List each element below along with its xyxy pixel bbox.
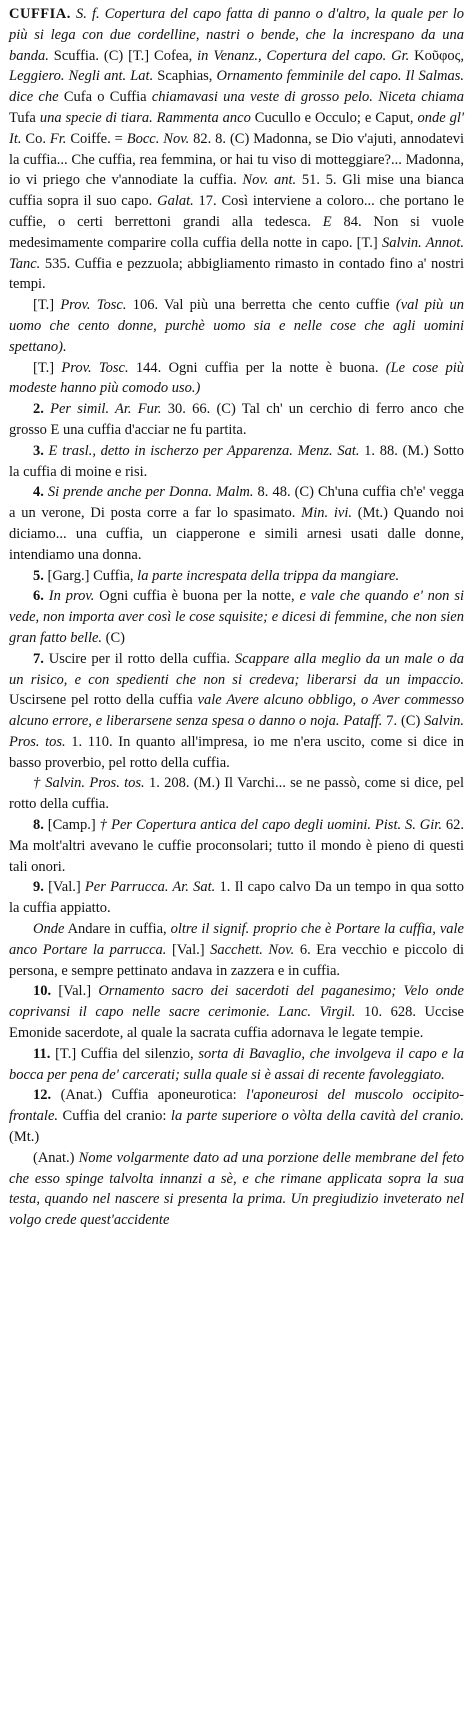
- citation-text: 84. Non si vuole medesimamente comparire colla cuffia della notte in capo. [T.]: [9, 213, 464, 251]
- gender-label: S. f.: [70, 6, 100, 22]
- sense-text: (C): [102, 629, 126, 646]
- sense-gloss: e vale che quando e' non si vede, non importa aver così le cose squisite; e dicesi di femmine, che non sien gran fatto belle.: [9, 588, 464, 646]
- sense-text: Uscirsene pel rotto della cuffia: [9, 692, 198, 709]
- sense-gloss: l'aponeurosi del muscolo occipito-frontale.: [9, 1087, 464, 1125]
- sense-gloss: sorta di Bavaglio, che involgeva il capo e la bocca per pena de' carcerati; sulla quale si è assai di recente favoleggiato.: [9, 1045, 464, 1083]
- sense-gloss: la parte superiore o vòlta della cavità del cranio.: [170, 1108, 464, 1125]
- sense-text: 10. 628. Uccise Emonide sacerdote, al quale la sacrata cuffia adornava le legate tempie.: [9, 1004, 464, 1042]
- proverb-paragraph: [9, 358, 464, 400]
- sense-text: 1. 208. (M.) Il Varchi... se ne passò, come si dice, pel rotto della cuffia.: [9, 775, 464, 813]
- sense-paragraph: [9, 877, 464, 919]
- sense-number: 4.: [33, 484, 44, 501]
- etymology-text: Scaphias,: [157, 68, 217, 85]
- sense-number: 8.: [33, 817, 44, 834]
- citation-text: 17. Così interviene a coloro... che portano le cuffie, o certi berrettoni grandi alla tedesca.: [9, 193, 464, 230]
- sense-tag: [Garg.]: [43, 567, 94, 584]
- sense-gloss: la parte increspata della trippa da mangiare.: [137, 567, 400, 584]
- sense-paragraph: [9, 919, 464, 981]
- citation-text: 82. 8. (C) Madonna, se Dio v'ajuti, annodatevi la cuffia... Che cuffia, rea femmina, or hai tu viso di motteggiare?... Madonna, io vi priego che v'annodiate la cuffia.: [9, 130, 464, 189]
- proverb-paragraph: [9, 295, 464, 357]
- etymology-text: onde gl' It.: [9, 109, 464, 147]
- etymology-text: Cucullo e Occulo; e Caput,: [254, 109, 418, 126]
- sense-paragraph: [9, 1148, 464, 1231]
- sense-tag: [Val.]: [43, 879, 85, 896]
- proverb-tag: [T.]: [33, 359, 62, 376]
- citation-source: Prov. Tosc.: [61, 359, 129, 376]
- proverb-text: 144. Ogni cuffia per la notte è buona.: [128, 359, 386, 376]
- citation-text: 51. 5. Gli mise una bianca cuffia sopra il suo capo.: [9, 172, 464, 210]
- sense-tag: (Anat.): [33, 1149, 79, 1166]
- sense-paragraph: [9, 566, 464, 587]
- proverb-gloss: (Le cose più modeste hanno più comodo uso.): [9, 359, 464, 397]
- sense-lead: Ornamento sacro dei sacerdoti del paganesimo; Velo onde coprivansi il capo nelle sacre cerimonie. Lanc. Virgil.: [9, 983, 464, 1021]
- citation-source: Salvin. Annot. Tanc.: [9, 234, 464, 272]
- sense-tag: [T.]: [50, 1045, 81, 1062]
- sense-number: 3.: [33, 442, 44, 459]
- sense-number: 11.: [33, 1045, 51, 1062]
- sense-paragraph: [9, 441, 464, 483]
- citation-text: 535. Cuffia e pezzuola; abbigliamento rimasto in contado fino a' nostri tempi.: [9, 255, 464, 293]
- sense-number: 2.: [33, 401, 44, 418]
- variants-text: Scuffia. (C) [T.] Cofea,: [48, 47, 198, 64]
- sense-text: (Mt.) Quando noi diciamo... una cuffia, un ciapperone e simili arnesi usati dalle donne, intendiamo una donna.: [9, 505, 464, 563]
- sense-paragraph: [9, 815, 464, 877]
- sense-text: 30. 66. (C) Tal ch' un cerchio di ferro anco che grosso E una cuffia d'acciar ne fu partita.: [9, 401, 464, 438]
- sense-paragraph: [9, 399, 464, 441]
- etymology-text: Ornamento femminile del capo. Il Salmas. dice che: [9, 68, 464, 106]
- sense-text: 1. 110. In quanto all'impresa, io me n'era uscito, come si dice in basso proverbio, pel rotto della cuffia.: [9, 733, 464, 771]
- etymology-text: una specie di tiara. Rammenta anco: [39, 109, 255, 126]
- etymology-text: Coiffe. =: [70, 130, 127, 147]
- citation-source: E: [322, 213, 332, 230]
- etymology-text: Tufa: [9, 109, 40, 126]
- proverb-gloss: (val più un uomo che cento donne, purchè uomo sia e nelle cose che agli uomini spettano).: [9, 297, 464, 355]
- citation-source: Nov. ant.: [242, 172, 297, 189]
- sense-paragraph: [9, 773, 464, 815]
- sense-text: 62. Ma molt'altri avevano le cuffie proconsolari; tutto il mondo è pieno di questi tali onori.: [9, 817, 465, 875]
- definition-text: Copertura del capo fatta di panno o d'altro, la quale per lo più si lega con due cordelline, nastri o bende, che la increspano da una banda.: [9, 6, 464, 64]
- sense-number: 9.: [33, 879, 44, 896]
- sense-paragraph: [9, 981, 464, 1043]
- etymology-text: Co.: [25, 130, 50, 147]
- etymology-text: in Venanz., Copertura del capo. Gr.: [197, 47, 415, 64]
- entry-head-paragraph: [9, 4, 464, 295]
- sense-text: 1. Il capo calvo Da un tempo in qua sotto la cuffia appiatto.: [9, 879, 464, 917]
- proverb-text: 106. Val più una berretta che cento cuffie: [126, 297, 396, 314]
- sense-lead: Nome volgarmente dato ad una porzione delle membrane del feto che esso spinge talvolta innanzi a sè, e che rimane applicata sopra la sua testa, quando nel nascere si presenta la prima. Un pregiudizio inveterato nel volgo crede quest'accidente: [9, 1149, 465, 1229]
- sense-text: Cuffia aponeurotica:: [111, 1087, 247, 1104]
- sense-text: Uscire per il rotto della cuffia.: [43, 650, 235, 667]
- sense-lead: † Salvin. Pros. tos.: [33, 775, 145, 792]
- sense-number: 10.: [33, 983, 52, 1000]
- sense-text: 7. (C): [382, 713, 425, 730]
- sense-number: 6.: [33, 588, 44, 605]
- citation-source: Prov. Tosc.: [60, 297, 127, 314]
- headword: CUFFIA.: [9, 6, 71, 22]
- sense-tag: (Anat.): [51, 1087, 112, 1104]
- etymology-text: chiamavasi una veste di grosso pelo. Niceta chiama: [151, 89, 464, 106]
- sense-gloss: Min. ivi.: [301, 505, 353, 522]
- sense-gloss: Scappare alla meglio da un male o da un risico, e con spedienti che non si credeva; liberarsi da un impaccio.: [9, 650, 464, 688]
- citation-source: Bocc. Nov.: [126, 130, 194, 147]
- sense-text: 6. Era vecchio e piccolo di persona, e sempre pettinato andava in zazzera e in cuffia.: [9, 941, 464, 979]
- sense-lead: Si prende anche per Donna. Malm.: [43, 484, 254, 501]
- proverb-tag: [T.]: [33, 297, 61, 314]
- sense-gloss: Salvin. Pros. tos.: [9, 713, 464, 750]
- sense-lead: Onde: [33, 921, 65, 938]
- sense-paragraph: [9, 482, 464, 565]
- sense-text: Andare in cuffia,: [64, 921, 171, 938]
- sense-gloss: vale Avere alcuno obbligo, o Aver commesso alcuno errore, e liberarsene senza spesa o danno o noja. Pataff.: [9, 692, 464, 730]
- sense-paragraph: [9, 1044, 464, 1086]
- sense-lead: Per Parrucca. Ar. Sat.: [84, 879, 216, 896]
- greek-word: Κοῦφος,: [414, 47, 465, 64]
- sense-gloss: Sacchett. Nov.: [210, 941, 295, 958]
- sense-paragraph: [9, 649, 464, 774]
- sense-tag: [Camp.]: [43, 817, 100, 834]
- sense-paragraph: [9, 586, 464, 648]
- sense-paragraph: [9, 1085, 464, 1147]
- sense-lead: Per simil. Ar. Fur.: [43, 401, 162, 418]
- sense-number: 12.: [33, 1087, 52, 1104]
- sense-lead: † Per Copertura antica del capo degli uomini. Pist. S. Gir.: [99, 817, 442, 834]
- sense-text: Ogni cuffia è buona per la notte,: [94, 588, 300, 605]
- sense-text: [Val.]: [166, 941, 211, 958]
- sense-lead: E trasl., detto in ischerzo per Apparenza. Menz. Sat.: [43, 442, 360, 459]
- sense-text: Cuffia,: [93, 567, 138, 584]
- senses-list: [9, 399, 464, 1231]
- sense-text: Cuffia del cranio:: [58, 1108, 171, 1125]
- etymology-text: Fr.: [49, 130, 71, 147]
- sense-gloss: oltre il signif. proprio che è Portare la cuffia, vale anco Portare la parrucca.: [9, 921, 464, 958]
- sense-text: (Mt.): [9, 1129, 40, 1146]
- sense-lead: In prov.: [43, 588, 95, 605]
- etymology-text: Cufa o Cuffia: [63, 89, 152, 106]
- etymology-text: Leggiero. Negli ant. Lat.: [9, 68, 158, 85]
- citation-source: Galat.: [157, 193, 194, 210]
- sense-text: Cuffia del silenzio,: [80, 1045, 199, 1062]
- sense-number: 7.: [33, 650, 44, 667]
- sense-number: 5.: [33, 567, 44, 584]
- sense-text: 1. 88. (M.) Sotto la cuffia di moine e risi.: [9, 442, 465, 480]
- sense-tag: [Val.]: [51, 983, 99, 1000]
- sense-text: 8. 48. (C) Ch'una cuffia ch'e' vegga a un verone, Di posta corre a far lo spasimato.: [9, 484, 465, 522]
